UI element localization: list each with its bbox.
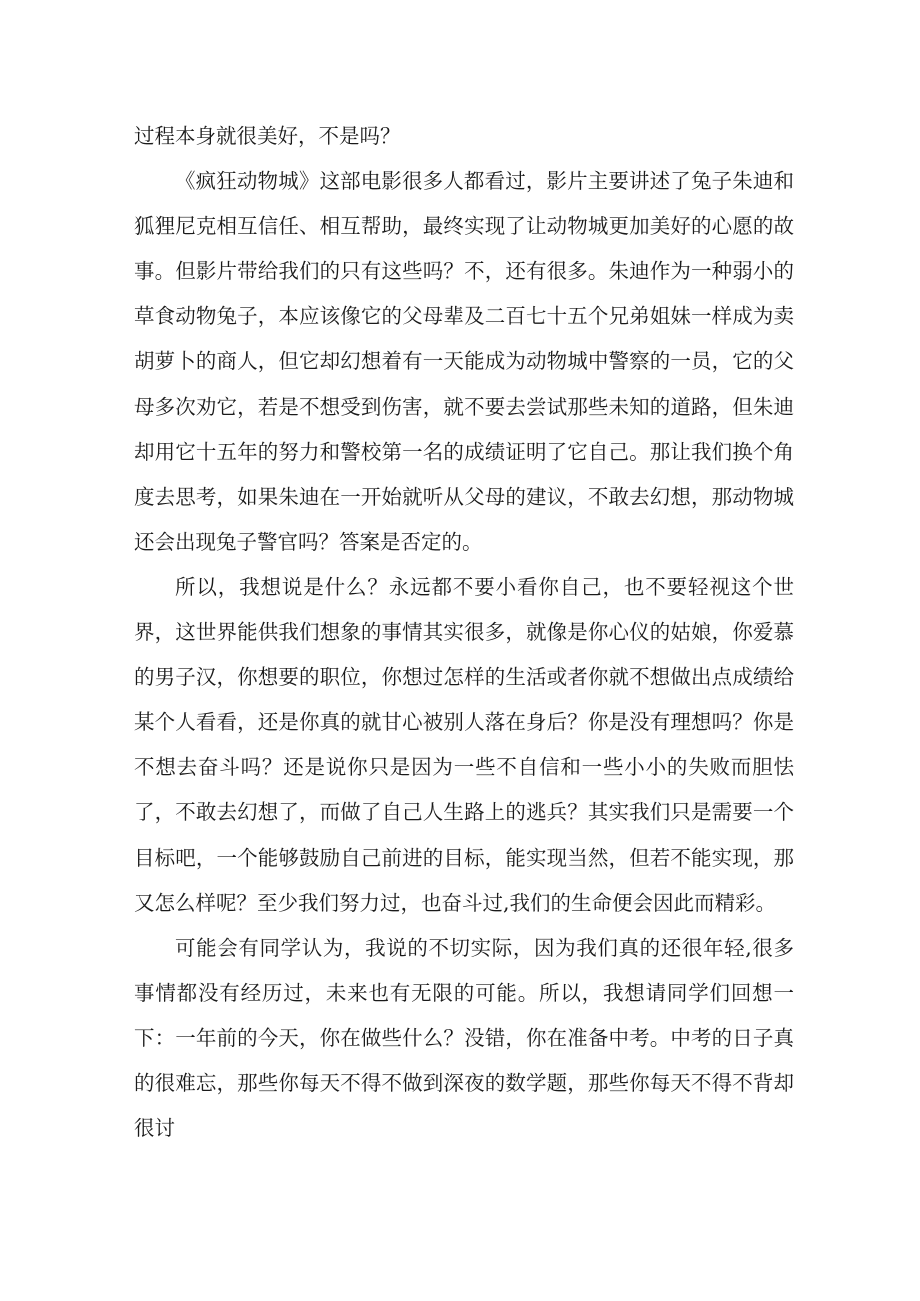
paragraph-continuation: 过程本身就很美好，不是吗？: [134, 124, 401, 148]
paragraph-dreams: 所以，我想说是什么？永远都不要小看你自己，也不要轻视这个世界，这世界能供我们想象的事情其实很多，就像是你心仪的姑娘，你爱慕的男子汉，你想要的职位，你想过怎样的生活或者你就不想做出点成绩给某个人看看，还是你真的就甘心被别人落在身后？你是没有理想吗？你是不想去奋斗吗？还是说你只是因为一些不自信和一些小小的失败而胆怯了，不敢去幻想了，而做了自己人生路上的逃兵？其实我们只是需要一个目标吧，一个能够鼓励自己前进的目标，能实现当然，但若不能实现，那又怎么样呢？至少我们努力过，也奋斗过,我们的生命便会因此而精彩。: [134, 574, 794, 915]
paragraph-zootopia: 《疯狂动物城》这部电影很多人都看过，影片主要讲述了兔子朱迪和狐狸尼克相互信任、相互帮助，最终实现了让动物城更加美好的心愿的故事。但影片带给我们的只有这些吗？不，还有很多。朱迪作为一种弱小的草食动物兔子，本应该像它的父母辈及二百七十五个兄弟姐妹一样成为卖胡萝卜的商人，但它却幻想着有一天能成为动物城中警察的一员，它的父母多次劝它，若是不想受到伤害，就不要去尝试那些未知的道路，但朱迪却用它十五年的努力和警校第一名的成绩证明了它自己。那让我们换个角度去思考，如果朱迪在一开始就听从父母的建议，不敢去幻想，那动物城还会出现兔子警官吗？答案是否定的。: [134, 169, 794, 554]
body-text: [134, 114, 794, 1151]
paragraph-memories: 可能会有同学认为，我说的不切实际，因为我们真的还很年轻,很多事情都没有经历过，未来也有无限的可能。所以，我想请同学们回想一下：一年前的今天，你在做些什么？没错，你在准备中考。中考的日子真的很难忘，那些你每天不得不做到深夜的数学题，那些你每天不得不背却很讨: [134, 935, 794, 1141]
